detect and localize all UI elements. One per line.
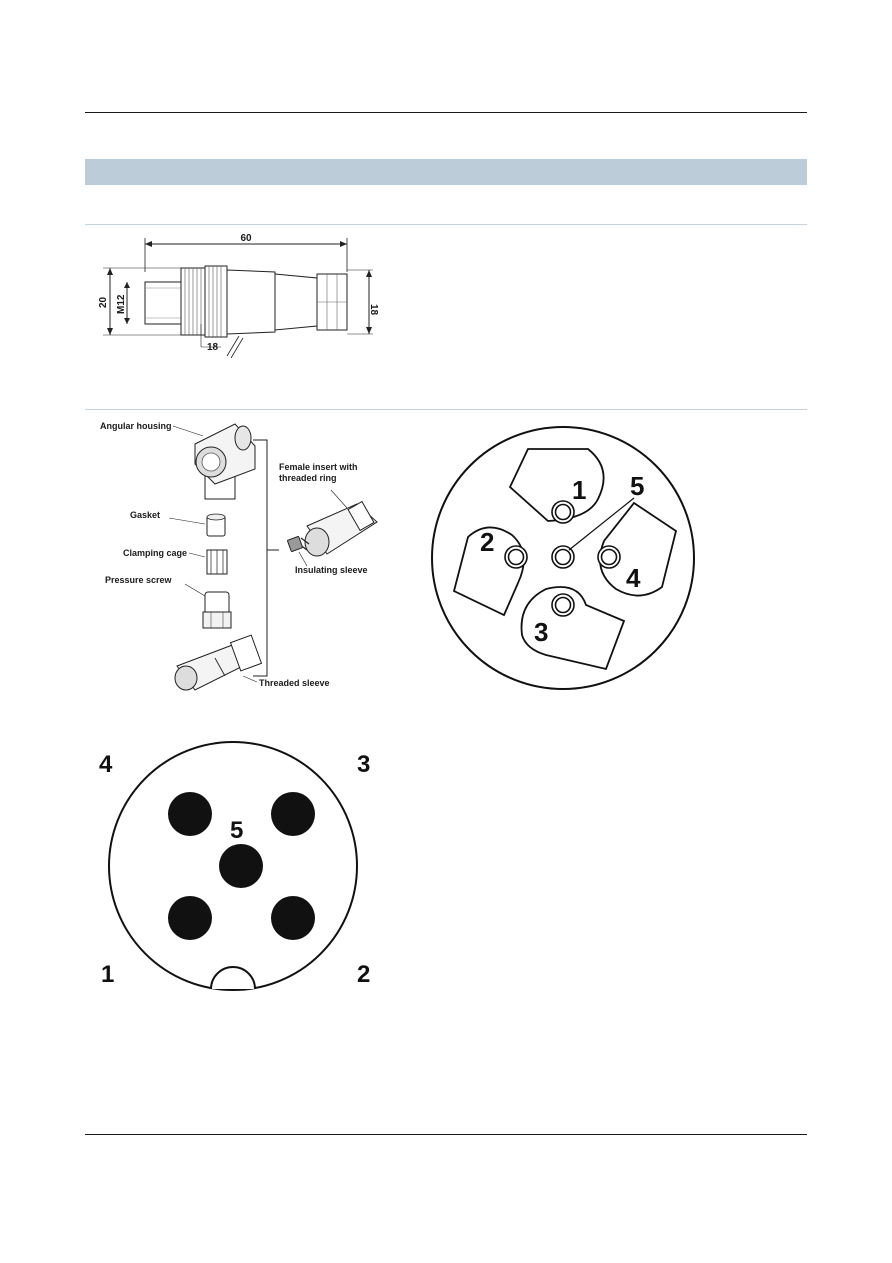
- pressure-screw-part: [203, 592, 231, 628]
- insert-pin-label-2: 2: [480, 527, 495, 557]
- label-female-insert-line2: threaded ring: [279, 473, 337, 483]
- insert-pin-label-3: 3: [534, 617, 549, 647]
- contact-pin-1: [168, 896, 212, 940]
- insert-pin-4: [598, 546, 620, 568]
- dim-thread: M12: [116, 294, 127, 314]
- clamping-cage-part: [207, 550, 227, 574]
- contact-pin-4: [168, 792, 212, 836]
- label-clamping-cage: Clamping cage: [123, 548, 188, 558]
- dim-overall-length: 60: [240, 233, 252, 244]
- insert-pin-label-1: 1: [572, 475, 587, 505]
- contact-pin-5: [219, 844, 263, 888]
- label-threaded-sleeve: Threaded sleeve: [259, 678, 330, 688]
- insert-pin-3: [552, 594, 574, 616]
- dim-wrench-size: 18: [207, 342, 219, 353]
- insert-pin-label-4: 4: [626, 563, 641, 593]
- insert-pin-label-5: 5: [630, 471, 645, 501]
- contact-pin-2: [271, 896, 315, 940]
- label-gasket: Gasket: [130, 510, 161, 520]
- dim-cable-end-diameter: 18: [368, 304, 379, 316]
- contact-label-3: 3: [357, 751, 371, 778]
- header-rule: [85, 112, 807, 113]
- gasket-part: [207, 514, 225, 536]
- angular-housing-part: [195, 424, 255, 499]
- insert-pin-1: [552, 501, 574, 523]
- section-divider: [85, 224, 807, 225]
- insert-pin-layout: [428, 423, 700, 695]
- contact-face-layout: [95, 740, 385, 1000]
- contact-label-1: 1: [101, 961, 115, 988]
- female-insert-part: [299, 502, 377, 556]
- contact-pin-3: [271, 792, 315, 836]
- contact-label-5: 5: [230, 817, 244, 844]
- insulating-sleeve-part: [287, 536, 302, 551]
- section-divider: [85, 409, 807, 410]
- insert-pin-2: [505, 546, 527, 568]
- footer-rule: [85, 1134, 807, 1135]
- label-pressure-screw: Pressure screw: [105, 575, 172, 585]
- label-angular-housing: Angular housing: [100, 421, 172, 431]
- exploded-assembly-view: [95, 414, 395, 704]
- label-insulating-sleeve: Insulating sleeve: [295, 565, 368, 575]
- dimension-drawing: [95, 232, 395, 372]
- threaded-sleeve-part: [175, 635, 261, 690]
- dim-outer-diameter: 20: [98, 296, 109, 308]
- label-female-insert: Female insert with: [279, 462, 358, 472]
- contact-label-4: 4: [99, 751, 113, 778]
- section-header-bar: [85, 159, 807, 185]
- contact-label-2: 2: [357, 961, 371, 988]
